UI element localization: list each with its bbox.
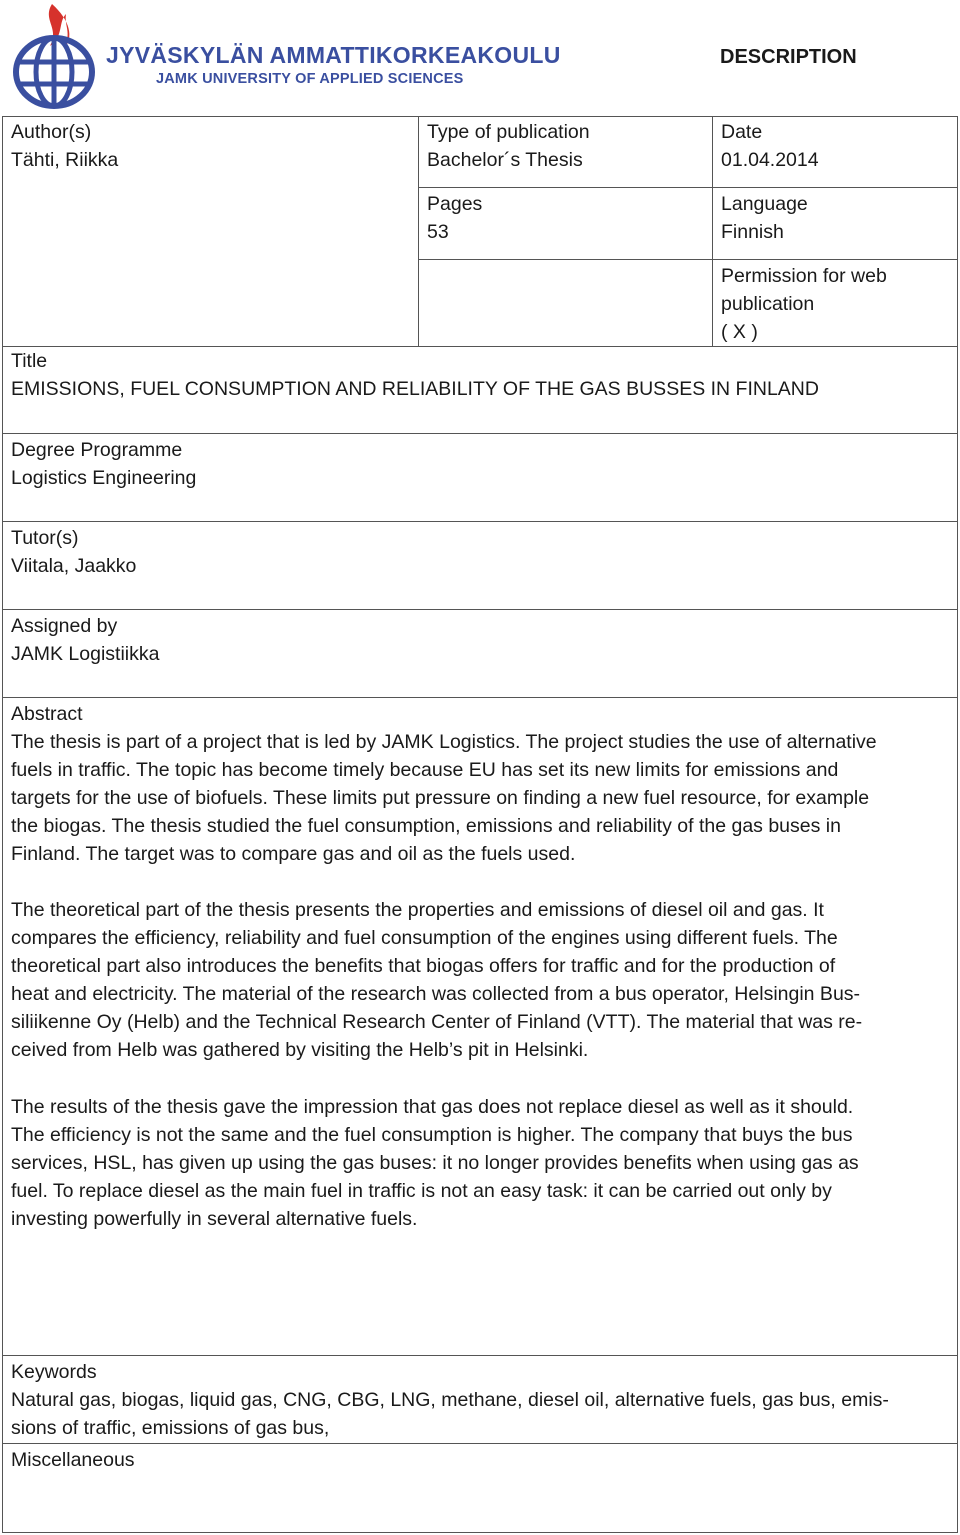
grid-line xyxy=(2,116,958,117)
grid-line xyxy=(2,609,958,610)
author-label: Author(s) xyxy=(11,121,92,143)
grid-line xyxy=(418,259,958,260)
pages-label: Pages xyxy=(427,193,483,215)
permission-value: ( X ) xyxy=(721,321,758,343)
grid-line xyxy=(2,346,958,347)
tutor-label: Tutor(s) xyxy=(11,527,79,549)
grid-line xyxy=(2,1355,958,1356)
permission-label: Permission for web xyxy=(721,265,887,287)
date-label: Date xyxy=(721,121,763,143)
grid-line xyxy=(2,1443,958,1444)
logo-flame-globe-icon xyxy=(8,2,100,110)
logo-subtitle: JAMK UNIVERSITY OF APPLIED SCIENCES xyxy=(156,71,464,87)
author-value: Tähti, Riikka xyxy=(11,149,119,171)
keywords-label: Keywords xyxy=(11,1361,97,1383)
grid-line xyxy=(2,521,958,522)
grid-line xyxy=(2,116,3,1533)
language-value: Finnish xyxy=(721,221,784,243)
degree-label: Degree Programme xyxy=(11,439,183,461)
tutor-value: Viitala, Jaakko xyxy=(11,555,137,577)
grid-line xyxy=(418,187,958,188)
assigned-value: JAMK Logistiikka xyxy=(11,643,160,665)
publication-type-label: Type of publication xyxy=(427,121,590,143)
date-value: 01.04.2014 xyxy=(721,149,819,171)
publication-type-value: Bachelor´s Thesis xyxy=(427,149,583,171)
grid-line xyxy=(957,116,958,1533)
abstract-label: Abstract xyxy=(11,703,83,725)
language-label: Language xyxy=(721,193,808,215)
miscellaneous-label: Miscellaneous xyxy=(11,1449,135,1471)
grid-line xyxy=(712,116,713,347)
abstract-paragraph-3: The results of the thesis gave the impression that gas does not replace diesel as well as it should. The efficiency is not the same and the fuel consumption is higher. The company that buys the bus services, HSL, has given up using the gas buses: it no longer provides benefits when using gas as fuel. To replace diesel as the main fuel in traffic is not an easy task: it can be carried out only by investing powerfully in several alternative fuels. xyxy=(11,1096,859,1230)
abstract-paragraph-1: The thesis is part of a project that is led by JAMK Logistics. The project studies the use of alternative fuels in traffic. The topic has become timely because EU has set its new limits for emissions and targets for the use of biofuels. These limits put pressure on finding a new fuel resource, for example the biogas. The thesis studied the fuel consumption, emissions and reliability of the gas buses in Finland. The target was to compare gas and oil as the fuels used. xyxy=(11,731,877,865)
permission-label-cont: publication xyxy=(721,293,815,315)
thesis-title: EMISSIONS, FUEL CONSUMPTION AND RELIABILITY OF THE GAS BUSSES IN FINLAND xyxy=(11,378,819,400)
abstract-paragraph-2: The theoretical part of the thesis presents the properties and emissions of diesel oil and gas. It compares the efficiency, reliability and fuel consumption of the engines using different fuels. The theoretical part also introduces the benefits that biogas offers for traffic and for the production of heat and electricity. The material of the research was collected from a bus operator, Helsingin Bus- siliikenne Oy (Helb) and the Technical Research Center of Finland (VTT). The material that was re- ceived from Helb was gathered by visiting the Helb’s pit in Helsinki. xyxy=(11,899,863,1061)
grid-line xyxy=(2,1532,958,1533)
pages-value: 53 xyxy=(427,221,449,243)
logo-name: JYVÄSKYLÄN AMMATTIKORKEAKOULU xyxy=(106,42,561,68)
grid-line xyxy=(2,433,958,434)
grid-line xyxy=(418,116,419,347)
document-label: DESCRIPTION xyxy=(720,46,857,68)
title-label: Title xyxy=(11,350,48,372)
degree-value: Logistics Engineering xyxy=(11,467,197,489)
grid-line xyxy=(2,697,958,698)
assigned-label: Assigned by xyxy=(11,615,118,637)
keywords-value: Natural gas, biogas, liquid gas, CNG, CBG, LNG, methane, diesel oil, alternative fuels, gas bus, emis- sions of traffic, emissions of gas bus, xyxy=(11,1389,889,1439)
